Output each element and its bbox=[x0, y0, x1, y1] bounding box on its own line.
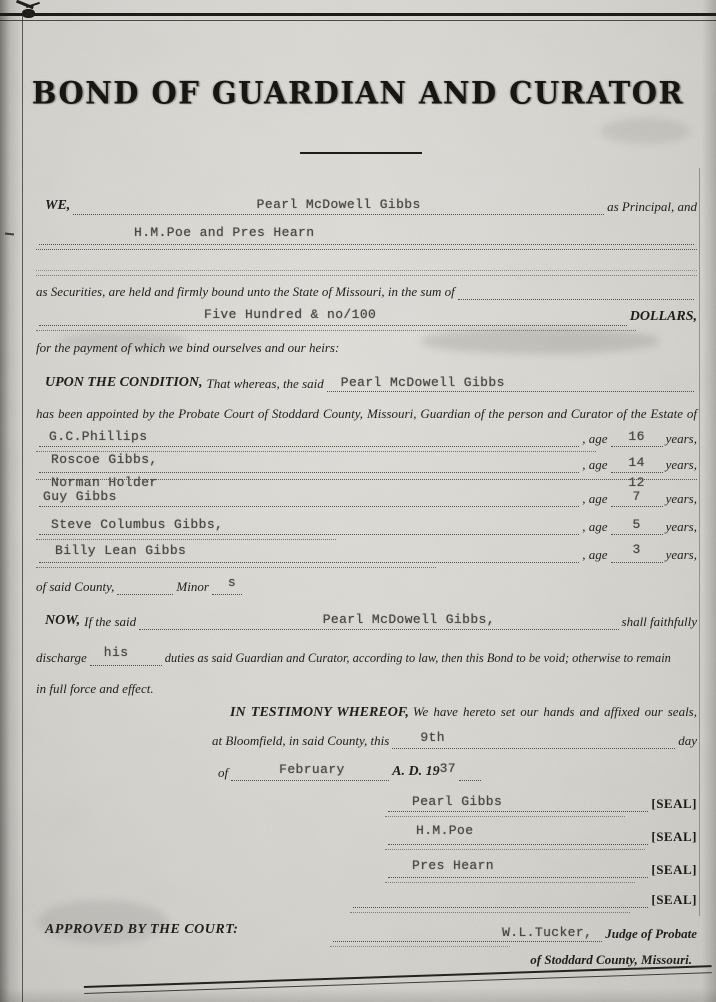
signature-blank bbox=[388, 823, 648, 845]
stray-dash bbox=[5, 233, 14, 236]
signature-blank bbox=[388, 858, 648, 878]
as-principal-label: as Principal, and bbox=[607, 199, 697, 214]
discharge-label: discharge bbox=[36, 650, 87, 665]
judge-location-text: of Stoddard County, Missouri. bbox=[530, 952, 692, 967]
judge-name-blank bbox=[333, 925, 602, 942]
condition-name-blank bbox=[327, 375, 694, 392]
signature-row-4 bbox=[350, 891, 697, 908]
year-prefix-label: A. D. 19 bbox=[392, 764, 440, 779]
ward-age-typed: 16 bbox=[628, 429, 645, 444]
principal-line bbox=[45, 197, 697, 215]
force-clause-text: in full force and effect. bbox=[36, 681, 154, 696]
years-label: years, bbox=[665, 519, 697, 534]
bound-clause-line bbox=[36, 284, 697, 300]
years-label: years, bbox=[665, 431, 697, 446]
years-label: years, bbox=[665, 491, 697, 506]
discharge-line bbox=[36, 645, 697, 666]
principal-name-blank bbox=[73, 197, 604, 215]
county-prefix-text: of said County, bbox=[36, 579, 115, 594]
we-label: WE, bbox=[45, 198, 71, 213]
ward-age-typed: 5 bbox=[632, 517, 641, 532]
ward-age-blank bbox=[611, 518, 663, 535]
signature-typed: H.M.Poe bbox=[416, 823, 474, 838]
ward-age-blank bbox=[611, 456, 663, 473]
of-label: of bbox=[218, 765, 229, 780]
appointment-clause-text: has been appointed by the Probate Court of Stoddard County, Missouri, Guardian of the person and Curator of the Estate of bbox=[36, 406, 697, 421]
ward-age-blank bbox=[611, 542, 663, 563]
dotted-line bbox=[36, 270, 697, 271]
ward-row-1 bbox=[36, 430, 697, 447]
ward-age-blank bbox=[611, 430, 663, 447]
dotted-line bbox=[385, 882, 635, 883]
force-clause-line bbox=[36, 681, 436, 697]
now-label: NOW, bbox=[45, 613, 81, 628]
dotted-line bbox=[36, 330, 636, 331]
dotted-line bbox=[36, 539, 336, 540]
bottom-border-rule bbox=[84, 965, 712, 994]
payment-clause-text: for the payment of which we bind ourselves and our heirs: bbox=[36, 340, 340, 355]
pronoun-blank bbox=[90, 645, 162, 666]
seal-label: [SEAL] bbox=[651, 862, 697, 877]
approved-line bbox=[45, 922, 325, 939]
judge-location-line bbox=[440, 951, 692, 968]
seal-label: [SEAL] bbox=[651, 796, 697, 811]
ward-age-typed: 12 bbox=[628, 475, 645, 490]
seal-label: [SEAL] bbox=[651, 829, 697, 844]
top-border-rule-2 bbox=[0, 20, 716, 21]
now-name-blank bbox=[139, 612, 618, 630]
dotted-line bbox=[385, 816, 625, 817]
securities-line bbox=[36, 225, 697, 245]
duties-clause-text: duties as said Guardian and Curator, according to law, then this Bond to be void; otherwise to remain bbox=[164, 650, 671, 665]
ink-blot bbox=[22, 9, 35, 18]
if-said-text: If the said bbox=[84, 614, 137, 629]
age-label: , age bbox=[582, 457, 608, 472]
ward-name-blank bbox=[39, 518, 579, 535]
dotted-line bbox=[330, 946, 510, 947]
ward-name-typed: Roscoe Gibbs, bbox=[51, 452, 158, 467]
signature-row-1 bbox=[385, 795, 697, 812]
upon-condition-label: UPON THE CONDITION, bbox=[45, 375, 203, 390]
ward-row-5 bbox=[36, 542, 697, 563]
ward-name-typed: Billy Lean Gibbs bbox=[55, 543, 187, 558]
age-label: , age bbox=[582, 431, 608, 446]
payment-clause-line bbox=[36, 340, 697, 356]
ward-age-typed: 3 bbox=[632, 542, 641, 557]
ward-name-typed: G.C.Phillips bbox=[49, 429, 148, 444]
county-blank bbox=[117, 578, 173, 595]
year-tail-blank bbox=[459, 764, 481, 781]
securities-names-typed: H.M.Poe and Pres Hearn bbox=[134, 225, 315, 240]
condition-line bbox=[45, 375, 697, 392]
judge-name-typed: W.L.Tucker, bbox=[502, 925, 593, 940]
dotted-line bbox=[36, 249, 697, 250]
minor-suffix-blank bbox=[212, 575, 242, 595]
principal-name-typed: Pearl McDowell Gibbs bbox=[256, 197, 421, 212]
faithfully-text: shall faithfully bbox=[621, 614, 697, 629]
day-blank bbox=[392, 732, 675, 749]
pronoun-typed: his bbox=[103, 645, 129, 660]
upon-condition-rest: That whereas, the said bbox=[206, 376, 324, 391]
testimony-lead-rest: We have hereto set our hands and affixed our seals, bbox=[412, 704, 697, 719]
dotted-line bbox=[385, 849, 645, 850]
right-margin-line bbox=[699, 168, 700, 916]
ward-name2-typed: Guy Gibbs bbox=[43, 489, 117, 504]
ward-row-2 bbox=[36, 452, 697, 473]
testimony-lead-label: IN TESTIMONY WHEREOF, bbox=[230, 705, 409, 720]
place-day-line bbox=[212, 732, 697, 749]
years-label: years, bbox=[665, 547, 697, 562]
judge-title-text: Judge of Probate bbox=[605, 926, 697, 941]
ward-name-blank bbox=[39, 452, 579, 473]
signature-blank bbox=[353, 891, 648, 908]
ghost-smudge bbox=[600, 118, 690, 144]
minor-suffix-typed: s bbox=[227, 575, 237, 590]
amount-typed: Five Hundred & no/100 bbox=[204, 307, 377, 322]
year-typed: 37 bbox=[439, 761, 456, 776]
dollars-label: DOLLARS, bbox=[629, 309, 697, 324]
seal-label: [SEAL] bbox=[651, 892, 697, 907]
age-label: , age bbox=[582, 491, 608, 506]
title-rule bbox=[300, 152, 422, 154]
ward-name-blank bbox=[39, 430, 579, 447]
day-label: day bbox=[678, 733, 697, 748]
month-typed: February bbox=[279, 762, 345, 777]
signature-row-3 bbox=[385, 858, 697, 878]
judge-line bbox=[330, 925, 697, 942]
signature-row-2 bbox=[385, 823, 697, 845]
document-title: BOND OF GUARDIAN AND CURATOR bbox=[31, 74, 685, 112]
top-border-rule bbox=[0, 13, 716, 16]
bound-clause-text: as Securities, are held and firmly bound unto the State of Missouri, in the sum of bbox=[36, 284, 455, 299]
condition-name-typed: Pearl McDowell Gibbs bbox=[340, 375, 505, 390]
place-clause-text: at Bloomfield, in said County, this bbox=[212, 733, 390, 748]
dotted-line bbox=[350, 912, 630, 913]
age-label: , age bbox=[582, 519, 608, 534]
ward-age-blank bbox=[611, 477, 663, 507]
ward-name-blank bbox=[39, 477, 579, 507]
approved-label: APPROVED BY THE COURT: bbox=[45, 922, 239, 937]
signature-blank bbox=[388, 795, 648, 812]
amount-line bbox=[36, 307, 697, 326]
ward-age2-typed: 7 bbox=[632, 489, 641, 504]
day-typed: 9th bbox=[420, 730, 445, 745]
now-clause-line bbox=[45, 612, 697, 630]
ward-row-4 bbox=[36, 518, 697, 535]
month-blank bbox=[231, 764, 389, 781]
county-minor-line bbox=[36, 575, 296, 595]
signature-typed: Pearl Gibbs bbox=[412, 794, 503, 809]
signature-typed: Pres Hearn bbox=[412, 858, 495, 873]
sum-blank bbox=[458, 284, 694, 300]
dotted-line bbox=[36, 567, 436, 568]
years-label: years, bbox=[665, 457, 697, 472]
ward-name-typed: Steve Columbus Gibbs, bbox=[51, 517, 224, 532]
ward-age-typed: 14 bbox=[628, 455, 645, 470]
now-name-typed: Pearl McDowell Gibbs, bbox=[322, 612, 495, 627]
left-margin-line bbox=[22, 13, 23, 1002]
ward-name-typed: Norman Holder bbox=[51, 475, 158, 490]
ward-row-3 bbox=[36, 477, 697, 507]
amount-blank bbox=[39, 307, 627, 326]
age-label: , age bbox=[582, 547, 608, 562]
ward-name-blank bbox=[39, 543, 579, 563]
testimony-lead-line bbox=[230, 705, 697, 720]
dotted-line bbox=[36, 275, 697, 276]
minor-label: Minor bbox=[176, 579, 209, 594]
month-year-line bbox=[218, 761, 510, 781]
securities-blank bbox=[39, 225, 694, 245]
